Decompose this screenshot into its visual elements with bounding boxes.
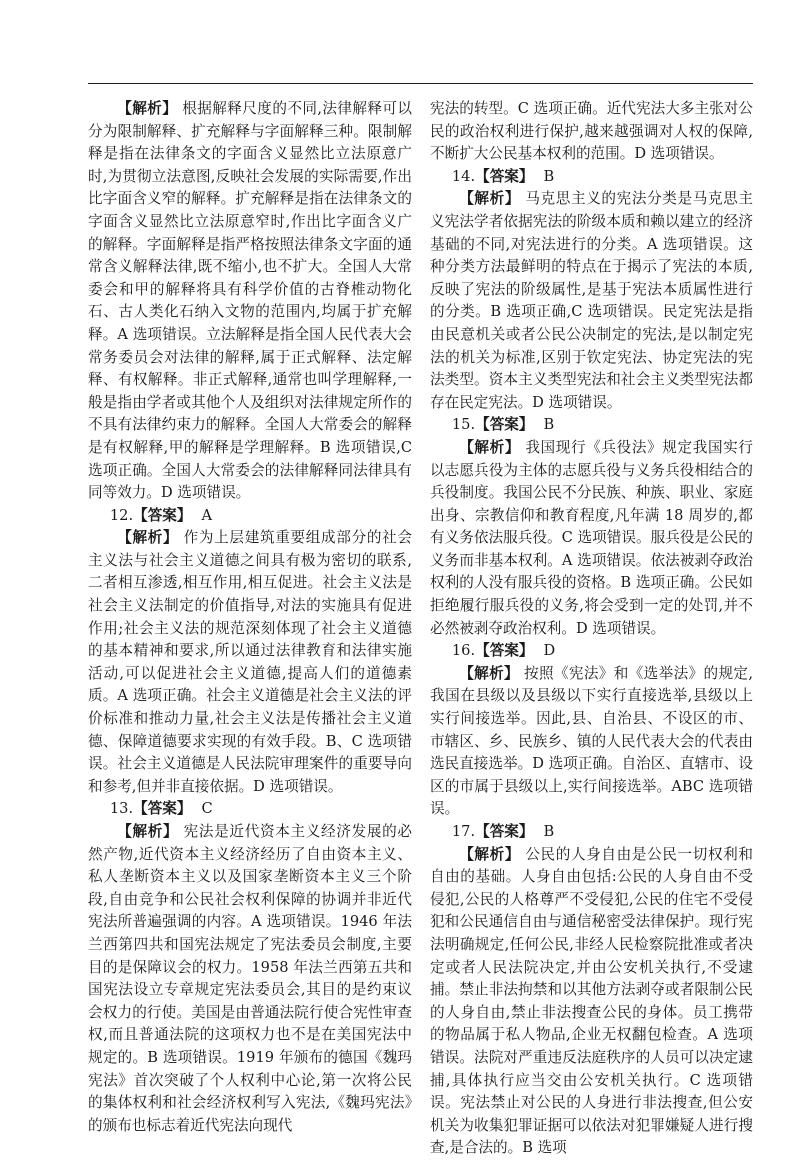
continued-paragraph: 宪法的转型。C 选项正确。近代宪法大多主张对公民的政治权利进行保护,越来越强调对人权的保障,不断扩大公民基本权利的范围。D 选项错误。 bbox=[430, 100, 753, 163]
explanation-paragraph: 【解析】 马克思主义的宪法分类是马克思主义宪法学者依据宪法的阶级本质和赖以建立的经济基础的不同,对宪法进行的分类。A 选项错误。这种分类方法最鲜明的特点在于揭示了宪法的本质,反映了宪法的阶级属性,是基于宪法本质属性进行的分类。B 选项正确,C 选项错误。民定宪法是指由民意机关或者公民公决制定的宪法,是以制定宪法的机关为标准,区别于钦定宪法、协定宪法的宪法类型。资本主义类型宪法和社会主义类型宪法都存在民定宪法。D 选项错误。 bbox=[430, 190, 753, 411]
explanation-paragraph: 【解析】 作为上层建筑重要组成部分的社会主义法与社会主义道德之间具有极为密切的联系,二者相互渗透,相互作用,相互促进。社会主义法是社会主义法制定的价值指导,对法的实施具有促进作用;社会主义法的规范深刻体现了社会主义道德的基本精神和要求,所以通过法律教育和法律实施活动,可以促进社会主义道德,提高人们的道德素质。A 选项正确。社会主义道德是社会主义法的评价标准和推动力量,社会主义法是传播社会主义道德、保障道德要求实现的有效手段。B、C 选项错误。社会主义道德是人民法院审理案件的重要导向和参考,但并非直接依据。D 选项错误。 bbox=[88, 529, 412, 795]
left-column bbox=[88, 98, 412, 1137]
answer-line: 15.【答案】 B bbox=[451, 416, 555, 434]
explanation-paragraph: 【解析】 公民的人身自由是公民一切权利和自由的基础。人身自由包括:公民的人身自由不受侵犯,公民的人格尊严不受侵犯,公民的住宅不受侵犯和公民通信自由与通信秘密受法律保护。现行宪法明确规定,任何公民,非经人民检察院批准或者决定或者人民法院决定,并由公安机关执行,不受逮捕。禁止非法拘禁和以其他方法剥夺或者限制公民的人身自由,禁止非法搜查公民的身体。员工携带的物品属于私人物品,企业无权翻包检查。A 选项错误。法院对严重违反法庭秩序的人员可以决定逮捕,具体执行应当交由公安机关执行。C 选项错误。宪法禁止对公民的人身进行非法搜查,但公安机关为收集犯罪证据可以依法对犯罪嫌疑人进行搜查,是合法的。B 选项 bbox=[430, 845, 753, 1157]
right-column bbox=[430, 98, 753, 1160]
explanation-paragraph: 【解析】 根据解释尺度的不同,法律解释可以分为限制解释、扩充解释与字面解释三种。限制解释是指在法律条文的字面含义显然比立法原意广时,为贯彻立法意图,反映社会发展的实际需要,作出比字面含义窄的解释。扩充解释是指在法律条文的字面含义显然比立法原意窄时,作出比字面含义广的解释。字面解释是指严格按照法律条文字面的通常含义解释法律,既不缩小,也不扩大。全国人大常委会和甲的解释将具有科学价值的古脊椎动物化石、古人类化石纳入文物的范围内,均属于扩充解释。A 选项错误。立法解释是指全国人民代表大会常务委员会对法律的解释,属于正式解释、法定解释、有权解释。非正式解释,通常也叫学理解释,一般是指由学者或其他个人及组织对法律规定所作的不具有法律约束力的解释。全国人大常委会的解释是有权解释,甲的解释是学理解释。B 选项错误,C 选项正确。全国人大常委会的法律解释同法律具有同等效力。D 选项错误。 bbox=[88, 100, 413, 502]
answer-line: 17.【答案】 B bbox=[451, 823, 555, 840]
answer-line: 12.【答案】 A bbox=[109, 506, 213, 524]
answer-line: 14.【答案】 B bbox=[451, 167, 555, 185]
explanation-paragraph: 【解析】 我国现行《兵役法》规定我国实行以志愿兵役为主体的志愿兵役与义务兵役相结合的兵役制度。我国公民不分民族、种族、职业、家庭出身、宗教信仰和教育程度,凡年满 18 周岁的,都有义务依法服兵役。C 选项错误。服兵役是公民的义务而非基本权利。A 选项错误。依法被剥夺政治权利的人没有服兵役的资格。B 选项正确。公民如拒绝履行服兵役的义务,将会受到一定的处罚,并不必然被剥夺政治权利。D 选项错误。 bbox=[430, 438, 753, 637]
answer-line: 13.【答案】 C bbox=[109, 800, 213, 818]
explanation-paragraph: 【解析】 宪法是近代资本主义经济发展的必然产物,近代资本主义经济经历了自由资本主义、私人垄断资本主义以及国家垄断资本主义三个阶段,自由竞争和公民社会权利保障的协调并非近代宪法所普遍强调的内容。A 选项错误。1946 年法兰西第四共和国宪法规定了宪法委员会制度,主要目的是保障议会的权力。1958 年法兰西第五共和国宪法设立专章规定宪法委员会,其目的是约束议会权力的行使。美国是由普通法院行使合宪性审查权,而且普通法院的这项权力也不是在美国宪法中规定的。B 选项错误。1919 年颁布的德国《魏玛宪法》首次突破了个人权利中心论,第一次将公民的集体权利和社会经济权利写入宪法,《魏玛宪法》的颁布也标志着近代宪法向现代 bbox=[88, 823, 412, 1134]
header-rule bbox=[88, 83, 753, 84]
explanation-paragraph: 【解析】 按照《宪法》和《选举法》的规定,我国在县级以及县级以下实行直接选举,县级以上实行间接选举。因此,县、自治县、不设区的市、市辖区、乡、民族乡、镇的人民代表大会的代表由选民直接选举。D 选项正确。自治区、直辖市、设区的市属于县级以上,实行间接选举。ABC 选项错误。 bbox=[430, 664, 754, 818]
answer-line: 16.【答案】 D bbox=[451, 642, 556, 660]
